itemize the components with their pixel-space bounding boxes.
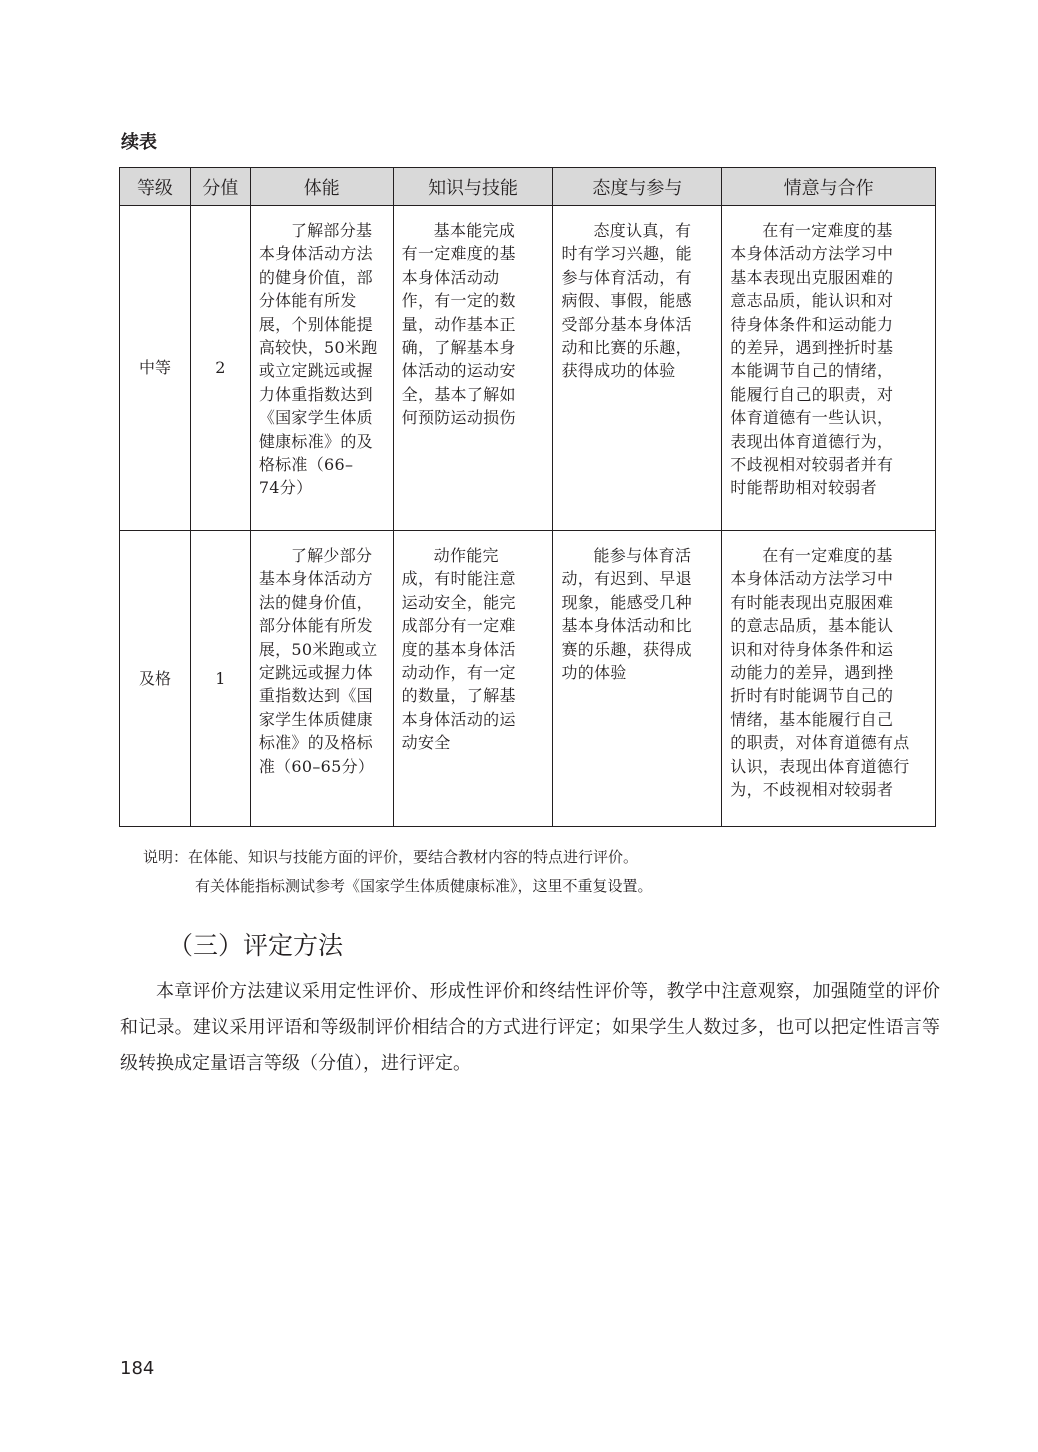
attitude-text: 态度认真，有 时有学习兴趣，能 参与体育活动，有 病假、事假，能感 受部分基本身体活 动和比赛的乐趣， 获得成功的体验 <box>561 221 692 381</box>
grade-cell: 及格 <box>120 531 191 827</box>
emotion-text: 在有一定难度的基 本身体活动方法学习中 基本表现出克服困难的 意志品质，能认识和对 待身体条件和运动能力 的差异，遇到挫折时基 本能调节自己的情绪， 能履行自己的职责，对 体育道德有一些认识， 表现出体育道德行为， 不歧视相对较弱者并有 时能帮助相对较弱者 <box>730 221 894 498</box>
header-emotion: 情意与合作 <box>722 168 936 206</box>
emotion-text: 在有一定难度的基 本身体活动方法学习中 有时能表现出克服困难 的意志品质，基本能认 识和对待身体条件和运 动能力的差异，遇到挫 折时有时能调节自己的 情绪，基本能履行自己 的职责，对体育道德有点 认识，表现出体育道德行 为，不歧视相对较弱者 <box>730 546 910 800</box>
table-row <box>120 206 936 531</box>
emotion-cell <box>722 531 936 827</box>
knowledge-text: 动作能完 成，有时能注意 运动安全，能完 成部分有一定难 度的基本身体活 动动作，有一定 的数量，了解基 本身体活动的运 动安全 <box>401 546 516 753</box>
attitude-cell <box>553 531 722 827</box>
table-header-row <box>120 168 936 206</box>
fitness-text: 了解部分基 本身体活动方法 的健身价值，部 分体能有所发 展，个别体能提 高较快，50米跑 或立定跳远或握 力体重指数达到 《国家学生体质 健康标准》的及 格标准（66– 74分） <box>258 221 378 498</box>
knowledge-text: 基本能完成 有一定难度的基 本身体活动动 作，有一定的数 量，动作基本正 确，了解基本身 体活动的运动安 全，基本了解如 何预防运动损伤 <box>401 221 516 428</box>
table-row <box>120 531 936 827</box>
score-cell: 1 <box>190 531 250 827</box>
header-grade: 等级 <box>120 168 191 206</box>
emotion-cell <box>722 206 936 531</box>
attitude-cell <box>553 206 722 531</box>
header-attitude: 态度与参与 <box>553 168 722 206</box>
header-fitness: 体能 <box>250 168 393 206</box>
fitness-text: 了解少部分 基本身体活动方 法的健身价值， 部分体能有所发 展，50米跑或立 定跳远或握力体 重指数达到《国 家学生体质健康 标准》的及格标 准（60–65分） <box>258 546 378 776</box>
knowledge-cell <box>393 531 553 827</box>
table-caption: 续表 <box>121 132 157 153</box>
body-paragraph: 本章评价方法建议采用定性评价、形成性评价和终结性评价等，教学中注意观察，加强随堂的评价和记录。建议采用评语和等级制评价相结合的方式进行评定；如果学生人数过多，也可以把定性语言等级转换成定量语言等级（分值），进行评定。 <box>120 981 940 1074</box>
score-cell: 2 <box>190 206 250 531</box>
grade-cell: 中等 <box>120 206 191 531</box>
table-note: 说明：在体能、知识与技能方面的评价，要结合教材内容的特点进行评价。 <box>143 848 639 866</box>
table-note: 有关体能指标测试参考《国家学生体质健康标准》，这里不重复设置。 <box>195 877 653 895</box>
fitness-cell <box>250 531 393 827</box>
knowledge-cell <box>393 206 553 531</box>
evaluation-table <box>119 167 936 827</box>
section-heading: （三）评定方法 <box>168 931 344 960</box>
header-score: 分值 <box>190 168 250 206</box>
attitude-text: 能参与体育活 动，有迟到、早退 现象，能感受几种 基本身体活动和比 赛的乐趣，获得成 功的体验 <box>561 546 692 683</box>
page-number: 184 <box>120 1358 155 1379</box>
fitness-cell <box>250 206 393 531</box>
header-knowledge: 知识与技能 <box>393 168 553 206</box>
